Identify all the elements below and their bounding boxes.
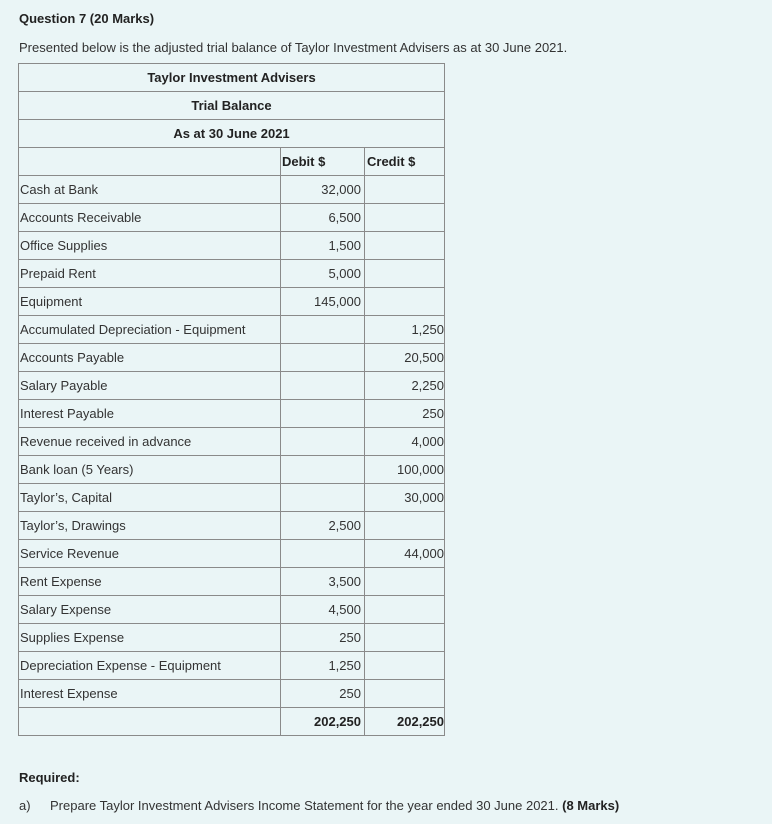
- table-row: [19, 540, 445, 568]
- account-name: Accounts Payable: [19, 344, 281, 372]
- question-title: Question 7 (20 Marks): [19, 11, 155, 26]
- credit-amount: 2,250: [365, 372, 445, 400]
- account-column-header: [19, 148, 281, 176]
- company-name-cell: [19, 64, 445, 92]
- table-row: [19, 316, 445, 344]
- credit-amount: [365, 652, 445, 680]
- credit-amount: 4,000: [365, 428, 445, 456]
- total-debit: 202,250: [281, 708, 365, 736]
- company-name: Taylor Investment Advisers: [147, 70, 316, 85]
- table-row: [19, 680, 445, 708]
- required-item-label: a): [19, 798, 31, 813]
- table-row: [19, 624, 445, 652]
- debit-amount: [281, 428, 365, 456]
- company-header-row: [19, 64, 445, 92]
- column-header-row: [19, 148, 445, 176]
- account-name: Office Supplies: [19, 232, 281, 260]
- credit-amount: 1,250: [365, 316, 445, 344]
- account-name: Service Revenue: [19, 540, 281, 568]
- table-row: [19, 176, 445, 204]
- debit-amount: 5,000: [281, 260, 365, 288]
- account-name: Salary Expense: [19, 596, 281, 624]
- debit-amount: 6,500: [281, 204, 365, 232]
- table-row: [19, 456, 445, 484]
- credit-amount: 30,000: [365, 484, 445, 512]
- as-at-date: As at 30 June 2021: [173, 126, 290, 141]
- debit-amount: 1,500: [281, 232, 365, 260]
- debit-amount: [281, 316, 365, 344]
- credit-amount: 100,000: [365, 456, 445, 484]
- report-name: Trial Balance: [191, 98, 272, 113]
- credit-amount: [365, 288, 445, 316]
- credit-amount: [365, 512, 445, 540]
- debit-amount: 2,500: [281, 512, 365, 540]
- credit-amount: [365, 596, 445, 624]
- credit-amount: [365, 176, 445, 204]
- required-item-a: [19, 798, 619, 813]
- account-name: Rent Expense: [19, 568, 281, 596]
- account-name: Depreciation Expense - Equipment: [19, 652, 281, 680]
- account-name: Taylor’s, Capital: [19, 484, 281, 512]
- debit-amount: [281, 456, 365, 484]
- table-row: [19, 652, 445, 680]
- debit-amount: 145,000: [281, 288, 365, 316]
- credit-amount: [365, 568, 445, 596]
- total-row: [19, 708, 445, 736]
- total-credit: 202,250: [365, 708, 445, 736]
- as-at-cell: [19, 120, 445, 148]
- account-name: Taylor’s, Drawings: [19, 512, 281, 540]
- trial-balance-table: [18, 63, 445, 736]
- debit-amount: 250: [281, 624, 365, 652]
- account-name: Interest Expense: [19, 680, 281, 708]
- required-item-text: Prepare Taylor Investment Advisers Income Statement for the year ended 30 June 2021.: [50, 798, 559, 813]
- account-name: Bank loan (5 Years): [19, 456, 281, 484]
- as-at-row: [19, 120, 445, 148]
- table-row: [19, 288, 445, 316]
- debit-amount: 3,500: [281, 568, 365, 596]
- debit-column-header: Debit $: [281, 148, 365, 176]
- credit-column-header: Credit $: [365, 148, 445, 176]
- report-name-row: [19, 92, 445, 120]
- debit-amount: [281, 372, 365, 400]
- credit-amount: [365, 232, 445, 260]
- debit-amount: [281, 540, 365, 568]
- debit-amount: [281, 400, 365, 428]
- debit-amount: 32,000: [281, 176, 365, 204]
- table-row: [19, 428, 445, 456]
- table-row: [19, 232, 445, 260]
- account-name: Equipment: [19, 288, 281, 316]
- account-name: Accounts Receivable: [19, 204, 281, 232]
- credit-amount: 44,000: [365, 540, 445, 568]
- required-heading: Required:: [19, 770, 80, 785]
- account-name: Accumulated Depreciation - Equipment: [19, 316, 281, 344]
- account-name: Interest Payable: [19, 400, 281, 428]
- debit-amount: 250: [281, 680, 365, 708]
- table-row: [19, 484, 445, 512]
- credit-amount: [365, 260, 445, 288]
- table-row: [19, 344, 445, 372]
- account-name: Supplies Expense: [19, 624, 281, 652]
- table-row: [19, 568, 445, 596]
- question-intro: Presented below is the adjusted trial balance of Taylor Investment Advisers as at 30 June 2021.: [19, 40, 568, 55]
- table-row: [19, 596, 445, 624]
- table-row: [19, 512, 445, 540]
- account-name: Cash at Bank: [19, 176, 281, 204]
- report-name-cell: [19, 92, 445, 120]
- credit-amount: 250: [365, 400, 445, 428]
- debit-amount: [281, 484, 365, 512]
- debit-amount: 4,500: [281, 596, 365, 624]
- total-label-cell: [19, 708, 281, 736]
- table-row: [19, 204, 445, 232]
- account-name: Prepaid Rent: [19, 260, 281, 288]
- account-name: Salary Payable: [19, 372, 281, 400]
- table-row: [19, 260, 445, 288]
- credit-amount: [365, 680, 445, 708]
- required-item-marks: (8 Marks): [562, 798, 620, 813]
- credit-amount: [365, 624, 445, 652]
- debit-amount: 1,250: [281, 652, 365, 680]
- table-row: [19, 400, 445, 428]
- credit-amount: [365, 204, 445, 232]
- table-row: [19, 372, 445, 400]
- debit-amount: [281, 344, 365, 372]
- account-name: Revenue received in advance: [19, 428, 281, 456]
- credit-amount: 20,500: [365, 344, 445, 372]
